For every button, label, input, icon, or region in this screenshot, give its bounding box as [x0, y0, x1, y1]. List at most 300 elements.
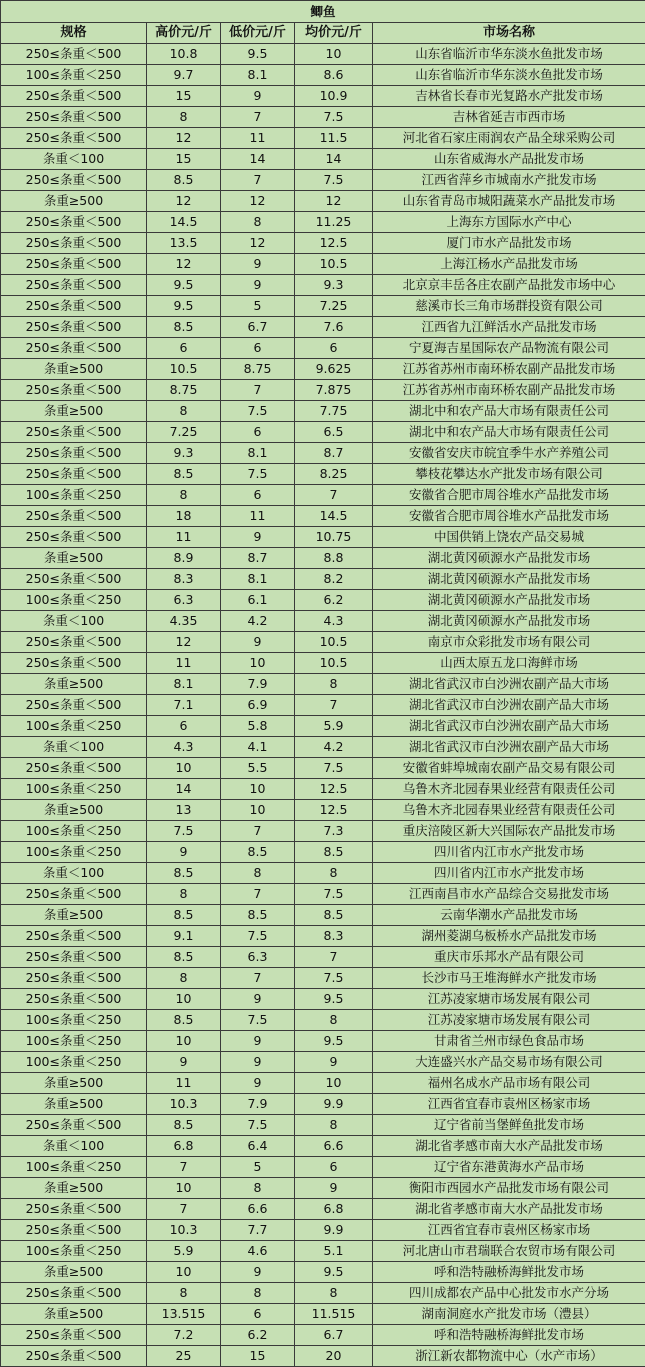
header-high-price: 高价元/斤: [147, 23, 221, 44]
cell-spec: 100≤条重＜250: [1, 590, 147, 611]
cell-high-price: 9.7: [147, 65, 221, 86]
cell-high-price: 8.5: [147, 947, 221, 968]
cell-spec: 250≤条重＜500: [1, 296, 147, 317]
cell-avg-price: 7.6: [295, 317, 373, 338]
cell-market-name: 山东省临沂市华东淡水鱼批发市场: [373, 65, 645, 86]
cell-market-name: 湖北黄冈硕源水产品批发市场: [373, 548, 645, 569]
cell-low-price: 8.1: [221, 65, 295, 86]
header-market-name: 市场名称: [373, 23, 645, 44]
cell-spec: 250≤条重＜500: [1, 86, 147, 107]
cell-high-price: 13.5: [147, 233, 221, 254]
cell-spec: 100≤条重＜250: [1, 65, 147, 86]
cell-low-price: 6.9: [221, 695, 295, 716]
cell-avg-price: 10: [295, 1073, 373, 1094]
cell-market-name: 辽宁省东港黄海水产品市场: [373, 1157, 645, 1178]
table-row: [1, 674, 645, 695]
cell-spec: 100≤条重＜250: [1, 716, 147, 737]
cell-high-price: 8: [147, 485, 221, 506]
cell-market-name: 浙江新农都物流中心（水产市场）: [373, 1346, 645, 1367]
cell-low-price: 5.8: [221, 716, 295, 737]
cell-spec: 250≤条重＜500: [1, 989, 147, 1010]
table-title: 鲫鱼: [1, 1, 645, 23]
cell-low-price: 11: [221, 128, 295, 149]
table-row: [1, 1010, 645, 1031]
table-row: [1, 44, 645, 65]
cell-spec: 100≤条重＜250: [1, 1241, 147, 1262]
cell-spec: 250≤条重＜500: [1, 1115, 147, 1136]
cell-avg-price: 6: [295, 1157, 373, 1178]
cell-high-price: 13.515: [147, 1304, 221, 1325]
cell-low-price: 9: [221, 1052, 295, 1073]
table-row: [1, 1262, 645, 1283]
cell-market-name: 湖北中和农产品大市场有限责任公司: [373, 422, 645, 443]
cell-high-price: 9.5: [147, 275, 221, 296]
cell-low-price: 9: [221, 632, 295, 653]
cell-low-price: 10: [221, 800, 295, 821]
cell-avg-price: 12.5: [295, 779, 373, 800]
cell-spec: 250≤条重＜500: [1, 338, 147, 359]
cell-market-name: 安徽省安庆市皖宜季牛水产养殖公司: [373, 443, 645, 464]
table-row: [1, 1094, 645, 1115]
cell-market-name: 长沙市马王堆海鲜水产批发市场: [373, 968, 645, 989]
cell-high-price: 25: [147, 1346, 221, 1367]
cell-market-name: 江苏省苏州市南环桥农副产品批发市场: [373, 359, 645, 380]
cell-low-price: 6.2: [221, 1325, 295, 1346]
cell-spec: 条重≥500: [1, 401, 147, 422]
cell-low-price: 11: [221, 506, 295, 527]
table-row: [1, 800, 645, 821]
cell-high-price: 8.75: [147, 380, 221, 401]
cell-avg-price: 6.5: [295, 422, 373, 443]
cell-low-price: 7: [221, 107, 295, 128]
cell-high-price: 8: [147, 107, 221, 128]
cell-spec: 100≤条重＜250: [1, 1010, 147, 1031]
cell-market-name: 吉林省延吉市西市场: [373, 107, 645, 128]
table-row: [1, 464, 645, 485]
cell-spec: 条重＜100: [1, 863, 147, 884]
cell-high-price: 9: [147, 842, 221, 863]
cell-market-name: 厦门市水产品批发市场: [373, 233, 645, 254]
cell-high-price: 8.5: [147, 1115, 221, 1136]
cell-market-name: 云南华潮水产品批发市场: [373, 905, 645, 926]
cell-high-price: 8.5: [147, 905, 221, 926]
cell-high-price: 6: [147, 716, 221, 737]
cell-low-price: 7.7: [221, 1220, 295, 1241]
cell-avg-price: 14: [295, 149, 373, 170]
cell-high-price: 11: [147, 1073, 221, 1094]
cell-market-name: 江西省宜春市袁州区杨家市场: [373, 1220, 645, 1241]
cell-low-price: 10: [221, 653, 295, 674]
table-row: [1, 212, 645, 233]
cell-avg-price: 5.9: [295, 716, 373, 737]
cell-spec: 250≤条重＜500: [1, 926, 147, 947]
cell-high-price: 10.5: [147, 359, 221, 380]
cell-avg-price: 6: [295, 338, 373, 359]
table-row: [1, 905, 645, 926]
table-row: [1, 737, 645, 758]
cell-spec: 250≤条重＜500: [1, 1220, 147, 1241]
cell-high-price: 8.5: [147, 464, 221, 485]
cell-market-name: 湖北中和农产品大市场有限责任公司: [373, 401, 645, 422]
cell-high-price: 4.3: [147, 737, 221, 758]
cell-low-price: 15: [221, 1346, 295, 1367]
cell-spec: 250≤条重＜500: [1, 212, 147, 233]
cell-high-price: 12: [147, 128, 221, 149]
table-row: [1, 65, 645, 86]
cell-market-name: 江苏凌家塘市场发展有限公司: [373, 1010, 645, 1031]
cell-low-price: 8: [221, 1178, 295, 1199]
cell-low-price: 8.5: [221, 905, 295, 926]
cell-low-price: 7.5: [221, 1010, 295, 1031]
cell-high-price: 7: [147, 1199, 221, 1220]
cell-market-name: 河北唐山市君瑞联合农贸市场有限公司: [373, 1241, 645, 1262]
cell-high-price: 11: [147, 653, 221, 674]
cell-spec: 250≤条重＜500: [1, 1199, 147, 1220]
cell-high-price: 4.35: [147, 611, 221, 632]
cell-spec: 条重≥500: [1, 191, 147, 212]
cell-market-name: 山东省临沂市华东淡水鱼批发市场: [373, 44, 645, 65]
cell-market-name: 福州名成水产品市场有限公司: [373, 1073, 645, 1094]
cell-low-price: 4.6: [221, 1241, 295, 1262]
cell-high-price: 10: [147, 758, 221, 779]
cell-avg-price: 7.25: [295, 296, 373, 317]
cell-high-price: 7.5: [147, 821, 221, 842]
cell-spec: 250≤条重＜500: [1, 1346, 147, 1367]
table-row: [1, 548, 645, 569]
table-row: [1, 1031, 645, 1052]
table-body: [1, 44, 645, 1367]
cell-avg-price: 8.8: [295, 548, 373, 569]
cell-avg-price: 8: [295, 1115, 373, 1136]
cell-high-price: 10.3: [147, 1220, 221, 1241]
cell-market-name: 湖北黄冈硕源水产品批发市场: [373, 611, 645, 632]
cell-avg-price: 11.5: [295, 128, 373, 149]
table-row: [1, 485, 645, 506]
cell-market-name: 湖北黄冈硕源水产品批发市场: [373, 590, 645, 611]
cell-low-price: 7: [221, 968, 295, 989]
cell-spec: 100≤条重＜250: [1, 821, 147, 842]
cell-low-price: 9: [221, 1262, 295, 1283]
cell-avg-price: 14.5: [295, 506, 373, 527]
cell-spec: 条重＜100: [1, 611, 147, 632]
cell-low-price: 9: [221, 989, 295, 1010]
cell-high-price: 11: [147, 527, 221, 548]
cell-avg-price: 12.5: [295, 233, 373, 254]
cell-avg-price: 9.5: [295, 1031, 373, 1052]
cell-avg-price: 8.5: [295, 842, 373, 863]
cell-spec: 100≤条重＜250: [1, 1157, 147, 1178]
table-row: [1, 968, 645, 989]
cell-spec: 100≤条重＜250: [1, 485, 147, 506]
cell-high-price: 7.1: [147, 695, 221, 716]
table-row: [1, 569, 645, 590]
cell-low-price: 7.9: [221, 674, 295, 695]
table-row: [1, 296, 645, 317]
table-row: [1, 401, 645, 422]
cell-low-price: 6: [221, 338, 295, 359]
title-row: [1, 1, 645, 23]
cell-low-price: 9: [221, 254, 295, 275]
cell-market-name: 四川成都农产品中心批发市水产分场: [373, 1283, 645, 1304]
table-row: [1, 527, 645, 548]
cell-market-name: 湖南洞庭水产批发市场（澧县）: [373, 1304, 645, 1325]
cell-market-name: 山西太原五龙口海鲜市场: [373, 653, 645, 674]
cell-low-price: 7.9: [221, 1094, 295, 1115]
table-row: [1, 1136, 645, 1157]
cell-low-price: 6: [221, 1304, 295, 1325]
cell-market-name: 江西省萍乡市城南水产批发市场: [373, 170, 645, 191]
cell-market-name: 重庆市乐邦水产品有限公司: [373, 947, 645, 968]
cell-low-price: 9.5: [221, 44, 295, 65]
table-row: [1, 611, 645, 632]
cell-avg-price: 7.875: [295, 380, 373, 401]
table-row: [1, 275, 645, 296]
cell-avg-price: 7.5: [295, 758, 373, 779]
cell-market-name: 湖北省武汉市白沙洲农副产品大市场: [373, 737, 645, 758]
table-row: [1, 443, 645, 464]
cell-high-price: 7: [147, 1157, 221, 1178]
cell-spec: 条重≥500: [1, 1262, 147, 1283]
cell-market-name: 宁夏海吉星国际农产品物流有限公司: [373, 338, 645, 359]
table-row: [1, 1325, 645, 1346]
cell-spec: 100≤条重＜250: [1, 842, 147, 863]
table-row: [1, 422, 645, 443]
cell-avg-price: 8.7: [295, 443, 373, 464]
cell-market-name: 乌鲁木齐北园春果业经营有限责任公司: [373, 800, 645, 821]
cell-high-price: 14.5: [147, 212, 221, 233]
cell-spec: 250≤条重＜500: [1, 275, 147, 296]
cell-avg-price: 8: [295, 1283, 373, 1304]
cell-market-name: 江西省九江鲜活水产品批发市场: [373, 317, 645, 338]
cell-market-name: 攀枝花攀达水产批发市场有限公司: [373, 464, 645, 485]
cell-spec: 条重≥500: [1, 1178, 147, 1199]
cell-high-price: 12: [147, 191, 221, 212]
cell-high-price: 10: [147, 1178, 221, 1199]
cell-spec: 250≤条重＜500: [1, 233, 147, 254]
cell-market-name: 中国供销上饶农产品交易城: [373, 527, 645, 548]
cell-low-price: 7.5: [221, 401, 295, 422]
cell-low-price: 10: [221, 779, 295, 800]
table-row: [1, 863, 645, 884]
cell-spec: 250≤条重＜500: [1, 968, 147, 989]
cell-high-price: 10: [147, 1262, 221, 1283]
cell-market-name: 湖北省武汉市白沙洲农副产品大市场: [373, 716, 645, 737]
table-row: [1, 128, 645, 149]
table-row: [1, 170, 645, 191]
table-row: [1, 107, 645, 128]
cell-market-name: 北京京丰岳各庄农副产品批发市场中心: [373, 275, 645, 296]
table-row: [1, 1073, 645, 1094]
cell-low-price: 6.3: [221, 947, 295, 968]
cell-avg-price: 6.6: [295, 1136, 373, 1157]
table-row: [1, 233, 645, 254]
table-row: [1, 191, 645, 212]
cell-market-name: 江西南昌市水产品综合交易批发市场: [373, 884, 645, 905]
cell-avg-price: 4.3: [295, 611, 373, 632]
cell-market-name: 南京市众彩批发市场有限公司: [373, 632, 645, 653]
cell-low-price: 8: [221, 1283, 295, 1304]
table-row: [1, 380, 645, 401]
cell-market-name: 乌鲁木齐北园春果业经营有限责任公司: [373, 779, 645, 800]
cell-low-price: 7: [221, 380, 295, 401]
cell-low-price: 6.4: [221, 1136, 295, 1157]
cell-low-price: 7: [221, 821, 295, 842]
table-row: [1, 1199, 645, 1220]
cell-spec: 条重≥500: [1, 1304, 147, 1325]
cell-high-price: 7.25: [147, 422, 221, 443]
cell-low-price: 5.5: [221, 758, 295, 779]
table-row: [1, 590, 645, 611]
cell-avg-price: 11.25: [295, 212, 373, 233]
cell-high-price: 7.2: [147, 1325, 221, 1346]
cell-high-price: 15: [147, 86, 221, 107]
cell-avg-price: 9.5: [295, 1262, 373, 1283]
table-row: [1, 695, 645, 716]
cell-high-price: 5.9: [147, 1241, 221, 1262]
table-row: [1, 758, 645, 779]
cell-low-price: 7: [221, 170, 295, 191]
cell-avg-price: 10.5: [295, 254, 373, 275]
cell-high-price: 10: [147, 989, 221, 1010]
cell-high-price: 12: [147, 254, 221, 275]
cell-market-name: 湖北省孝感市南大水产品批发市场: [373, 1136, 645, 1157]
cell-avg-price: 7: [295, 485, 373, 506]
cell-market-name: 湖州菱湖乌板桥水产品批发市场: [373, 926, 645, 947]
cell-avg-price: 12.5: [295, 800, 373, 821]
header-spec: 规格: [1, 23, 147, 44]
cell-spec: 250≤条重＜500: [1, 254, 147, 275]
cell-avg-price: 8.5: [295, 905, 373, 926]
cell-market-name: 河北省石家庄雨润农产品全球采购公司: [373, 128, 645, 149]
cell-high-price: 8.5: [147, 1010, 221, 1031]
header-avg-price: 均价元/斤: [295, 23, 373, 44]
table-row: [1, 884, 645, 905]
cell-low-price: 6: [221, 422, 295, 443]
table-row: [1, 1283, 645, 1304]
cell-low-price: 9: [221, 86, 295, 107]
cell-market-name: 湖北省孝感市南大水产品批发市场: [373, 1199, 645, 1220]
cell-spec: 250≤条重＜500: [1, 653, 147, 674]
cell-avg-price: 8.25: [295, 464, 373, 485]
cell-high-price: 8: [147, 884, 221, 905]
cell-avg-price: 4.2: [295, 737, 373, 758]
cell-avg-price: 9: [295, 1052, 373, 1073]
cell-market-name: 呼和浩特融桥海鲜批发市场: [373, 1262, 645, 1283]
cell-high-price: 13: [147, 800, 221, 821]
cell-avg-price: 9.5: [295, 989, 373, 1010]
cell-market-name: 辽宁省前当堡鲜鱼批发市场: [373, 1115, 645, 1136]
table-row: [1, 842, 645, 863]
cell-avg-price: 7.5: [295, 968, 373, 989]
cell-high-price: 9.3: [147, 443, 221, 464]
cell-spec: 条重＜100: [1, 1136, 147, 1157]
cell-low-price: 6.6: [221, 1199, 295, 1220]
cell-high-price: 8.5: [147, 317, 221, 338]
cell-spec: 条重≥500: [1, 548, 147, 569]
cell-spec: 250≤条重＜500: [1, 443, 147, 464]
cell-low-price: 7: [221, 884, 295, 905]
table-row: [1, 1241, 645, 1262]
cell-avg-price: 9.3: [295, 275, 373, 296]
table-row: [1, 821, 645, 842]
cell-high-price: 8: [147, 968, 221, 989]
cell-spec: 250≤条重＜500: [1, 317, 147, 338]
cell-high-price: 18: [147, 506, 221, 527]
table-row: [1, 86, 645, 107]
cell-high-price: 6.8: [147, 1136, 221, 1157]
cell-avg-price: 10.5: [295, 653, 373, 674]
cell-low-price: 7.5: [221, 1115, 295, 1136]
cell-low-price: 5: [221, 1157, 295, 1178]
cell-spec: 250≤条重＜500: [1, 1283, 147, 1304]
cell-market-name: 湖北省武汉市白沙洲农副产品大市场: [373, 695, 645, 716]
cell-high-price: 15: [147, 149, 221, 170]
cell-high-price: 14: [147, 779, 221, 800]
cell-low-price: 12: [221, 233, 295, 254]
cell-market-name: 山东省青岛市城阳蔬菜水产品批发市场: [373, 191, 645, 212]
cell-low-price: 6.7: [221, 317, 295, 338]
cell-spec: 250≤条重＜500: [1, 527, 147, 548]
cell-avg-price: 6.8: [295, 1199, 373, 1220]
cell-market-name: 呼和浩特融桥海鲜批发市场: [373, 1325, 645, 1346]
cell-low-price: 6: [221, 485, 295, 506]
cell-market-name: 甘肃省兰州市绿色食品市场: [373, 1031, 645, 1052]
cell-spec: 250≤条重＜500: [1, 506, 147, 527]
cell-spec: 100≤条重＜250: [1, 1052, 147, 1073]
cell-market-name: 江西省宜春市袁州区杨家市场: [373, 1094, 645, 1115]
cell-low-price: 8.1: [221, 569, 295, 590]
table-row: [1, 653, 645, 674]
cell-high-price: 12: [147, 632, 221, 653]
cell-spec: 250≤条重＜500: [1, 569, 147, 590]
table-row: [1, 149, 645, 170]
cell-spec: 条重≥500: [1, 674, 147, 695]
cell-low-price: 9: [221, 1073, 295, 1094]
cell-market-name: 湖北黄冈硕源水产品批发市场: [373, 569, 645, 590]
cell-avg-price: 7.5: [295, 884, 373, 905]
cell-spec: 250≤条重＜500: [1, 1325, 147, 1346]
cell-avg-price: 7.75: [295, 401, 373, 422]
cell-high-price: 8.1: [147, 674, 221, 695]
table-row: [1, 338, 645, 359]
table-row: [1, 506, 645, 527]
cell-spec: 250≤条重＜500: [1, 884, 147, 905]
cell-low-price: 4.1: [221, 737, 295, 758]
cell-low-price: 9: [221, 1031, 295, 1052]
cell-spec: 100≤条重＜250: [1, 1031, 147, 1052]
cell-low-price: 9: [221, 527, 295, 548]
cell-avg-price: 8: [295, 863, 373, 884]
cell-spec: 条重≥500: [1, 905, 147, 926]
cell-spec: 250≤条重＜500: [1, 695, 147, 716]
cell-market-name: 吉林省长春市光复路水产批发市场: [373, 86, 645, 107]
cell-high-price: 6: [147, 338, 221, 359]
cell-spec: 250≤条重＜500: [1, 107, 147, 128]
header-row: [1, 23, 645, 44]
cell-market-name: 江苏凌家塘市场发展有限公司: [373, 989, 645, 1010]
table-row: [1, 632, 645, 653]
cell-avg-price: 9.9: [295, 1094, 373, 1115]
cell-avg-price: 7.3: [295, 821, 373, 842]
cell-avg-price: 9.9: [295, 1220, 373, 1241]
table-row: [1, 1346, 645, 1367]
cell-spec: 条重＜100: [1, 149, 147, 170]
table-row: [1, 1178, 645, 1199]
cell-avg-price: 12: [295, 191, 373, 212]
cell-spec: 条重≥500: [1, 1094, 147, 1115]
cell-avg-price: 20: [295, 1346, 373, 1367]
header-low-price: 低价元/斤: [221, 23, 295, 44]
